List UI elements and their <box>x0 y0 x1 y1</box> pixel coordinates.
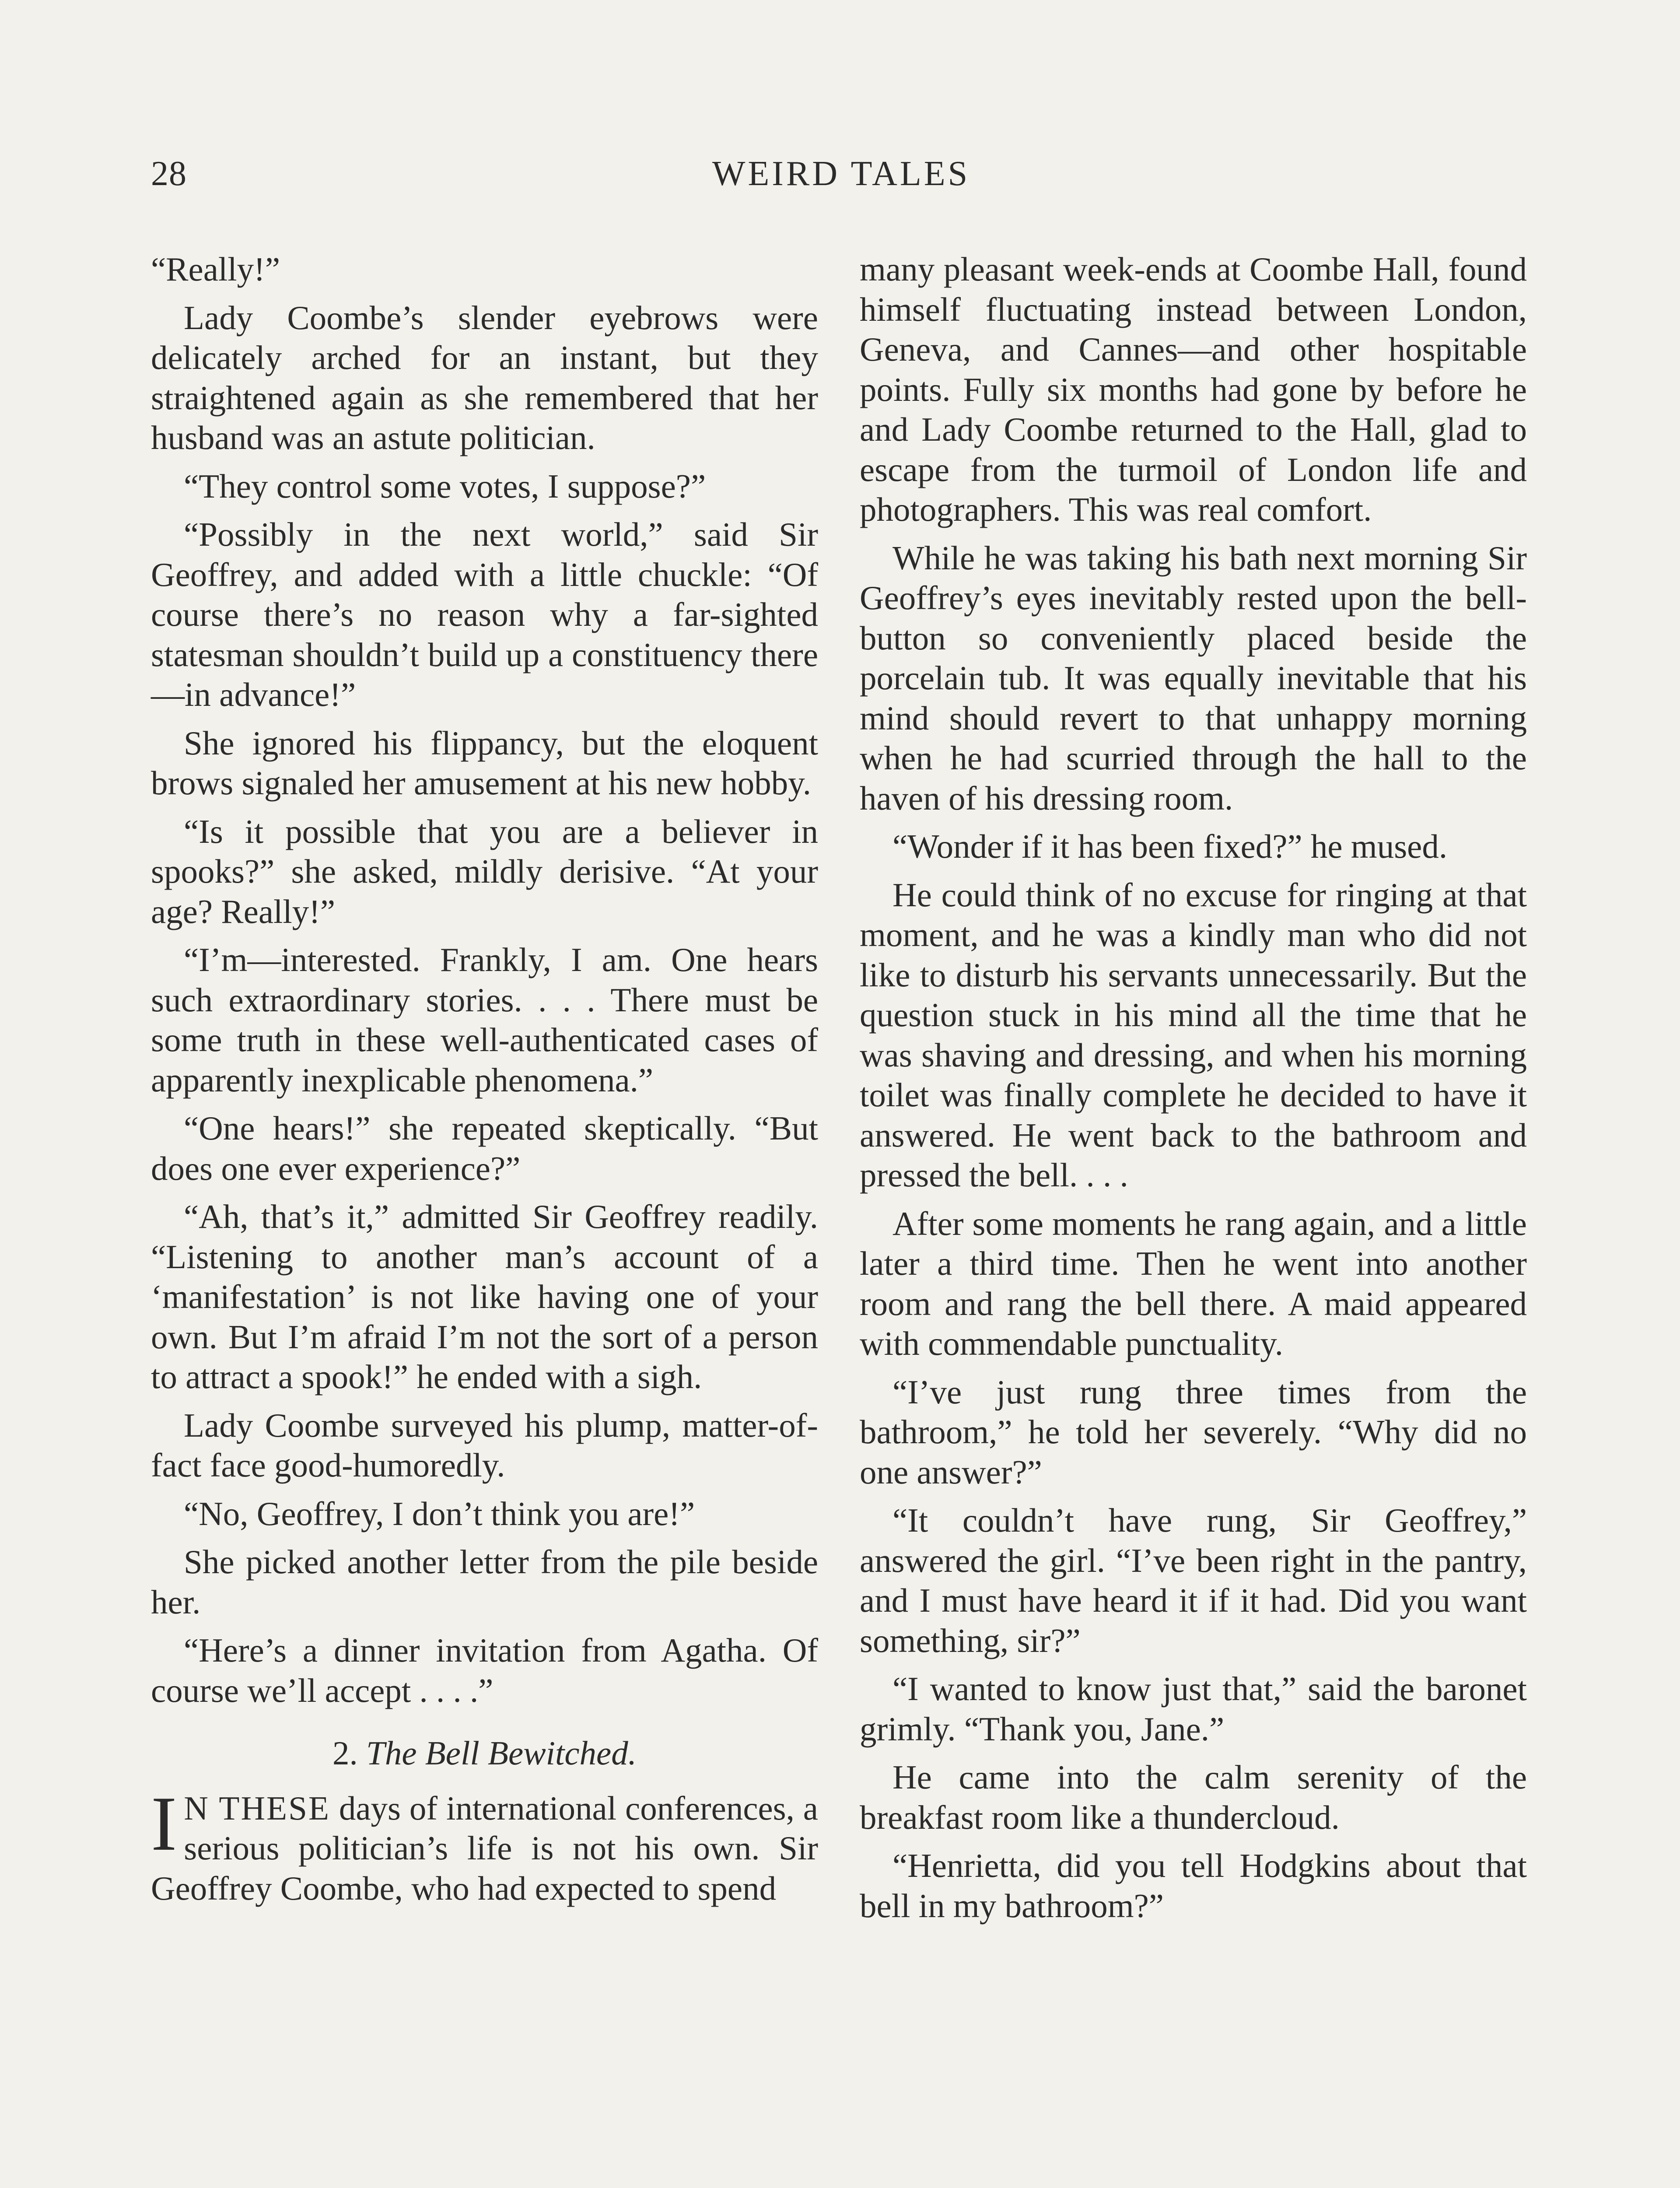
section-opening-paragraph <box>151 1780 818 1909</box>
paragraph: “I wanted to know just that,” said the baronet grimly. “Thank you, Jane.” <box>860 1670 1527 1748</box>
paragraph: He could think of no excuse for ringing at that moment, and he was a kindly man who did not like to disturb his servants unnecessarily. But the question stuck in his mind all the time that he was shaving and dressing, and when his morning toilet was finally complete he decided to have it answered. He went back to the bathroom and pressed the bell. . . . <box>860 876 1527 1194</box>
paragraph: many pleasant week-ends at Coombe Hall, found himself fluctuating instead between London, Geneva, and Cannes—and other hospitable points. Fully six months had gone by before he and Lady Coombe returned to the Hall, glad to escape from the turmoil of London life and photographers. This was real comfort. <box>860 250 1527 528</box>
drop-cap: I <box>151 1780 177 1867</box>
paragraph: She ignored his flippancy, but the eloquent brows signaled her amusement at his new hobby. <box>151 724 818 802</box>
paragraph: Lady Coombe’s slender eyebrows were delicately arched for an instant, but they straightened again as she remembered that her husband was an astute politician. <box>151 298 818 456</box>
section-number: 2. <box>332 1734 358 1772</box>
paragraph: “They control some votes, I suppose?” <box>184 467 706 505</box>
paragraph: “Ah, that’s it,” admitted Sir Geoffrey readily. “Listening to another man’s account of a ‘manifestation’ is not like having one of your own. But I’m afraid I’m not the sort of a person to attract a spook!” he ended with a sigh. <box>151 1198 818 1396</box>
paragraph: “Possibly in the next world,” said Sir Geoffrey, and added with a little chuckle: “Of course there’s no reason why a far-sighted statesman shouldn’t build up a constituency there—in advance!” <box>151 515 818 713</box>
opening-small-caps: N THESE <box>184 1789 330 1827</box>
paragraph: “I’ve just rung three times from the bathroom,” he told her severely. “Why did no one answer?” <box>860 1373 1527 1491</box>
paragraph: “Is it possible that you are a believer in spooks?” she asked, mildly derisive. “At your age? Really!” <box>151 812 818 930</box>
paragraph: After some moments he rang again, and a little later a third time. Then he went into another room and rang the bell there. A maid appeared with commendable punctuality. <box>860 1204 1527 1362</box>
paragraph: Lady Coombe surveyed his plump, matter-of-fact face good-humoredly. <box>151 1406 818 1484</box>
paragraph: “One hears!” she repeated skeptically. “But does one ever experience?” <box>151 1109 818 1187</box>
paragraph: “Really!” <box>151 250 280 288</box>
paragraph: “Here’s a dinner invitation from Agatha. Of course we’ll accept . . . .” <box>151 1631 818 1709</box>
paragraph: “Henrietta, did you tell Hodgkins about that bell in my bathroom?” <box>860 1847 1527 1925</box>
paragraph: She picked another letter from the pile beside her. <box>151 1543 818 1621</box>
running-head: WEIRD TALES <box>712 154 970 193</box>
paragraph: “Wonder if it has been fixed?” he mused. <box>892 828 1448 865</box>
right-column <box>860 249 1527 1934</box>
paragraph: “No, Geoffrey, I don’t think you are!” <box>184 1494 695 1532</box>
left-column <box>151 249 818 1917</box>
paragraph: While he was taking his bath next morning Sir Geoffrey’s eyes inevitably rested upon the bell-button so conveniently placed beside the porcelain tub. It was equally inevitable that his mind should revert to that unhappy morning when he had scurried through the hall to the haven of his dressing room. <box>860 539 1527 817</box>
paragraph: “It couldn’t have rung, Sir Geoffrey,” answered the girl. “I’ve been right in the pantry, and I must have heard it if it had. Did you want something, sir?” <box>860 1501 1527 1659</box>
paragraph: He came into the calm serenity of the breakfast room like a thundercloud. <box>860 1758 1527 1836</box>
section-title: The Bell Bewitched. <box>366 1734 637 1772</box>
paragraph: “I’m—interested. Frankly, I am. One hears such extraordinary stories. . . . There must be some truth in these well-authenticated cases of apparently inexplicable phenomena.” <box>151 941 818 1099</box>
section-heading <box>151 1733 818 1774</box>
opening-text: days of international conferences, a serious politician’s life is not his own. Sir Geoffrey Coombe, who had expected to spend <box>151 1789 818 1907</box>
page-header <box>151 154 1531 207</box>
page-number: 28 <box>151 154 187 193</box>
